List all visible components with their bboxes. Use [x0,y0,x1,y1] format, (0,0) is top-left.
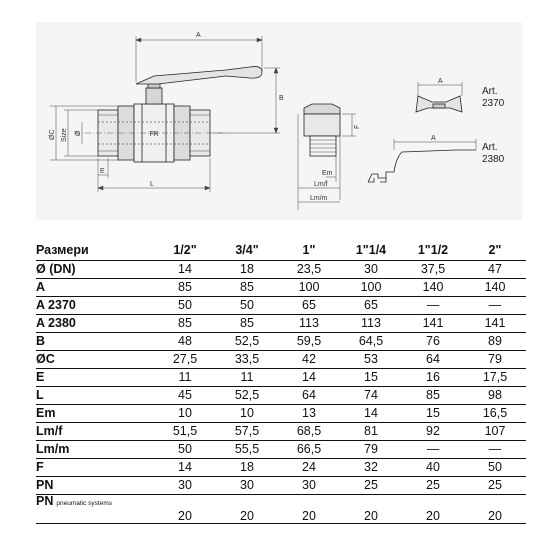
table-cell: 50 [216,296,278,314]
table-cell: 23,5 [278,260,340,278]
table-cell: 14 [154,458,216,476]
table-cell: 20 [216,494,278,523]
table-cell: 11 [154,368,216,386]
table-cell: 30 [340,260,402,278]
row-label [36,332,154,350]
table-cell: 40 [402,458,464,476]
label-Lmf: Lm/f [314,181,328,188]
table-cell: 16 [402,368,464,386]
row-label-text: A 2370 [36,297,76,312]
row-label-text: E [36,369,45,384]
row-label-note: pneumatic systems [56,499,113,507]
table-cell: 25 [402,476,464,494]
table-cell: 51,5 [154,422,216,440]
header-size: 1/2" [154,241,216,260]
table-cell: 53 [340,350,402,368]
table-cell: 13 [278,404,340,422]
table-row [36,458,526,476]
art-2370-line1: Art. [482,86,498,97]
table-cell: 20 [464,494,526,523]
row-label-text: Lm/f [36,423,63,438]
table-cell: 14 [340,404,402,422]
row-label [36,260,154,278]
label-E: E [100,168,105,175]
table-cell: 14 [154,260,216,278]
table-cell: 55,5 [216,440,278,458]
row-label [36,314,154,332]
table-cell: 20 [402,494,464,523]
table-cell: 30 [216,476,278,494]
row-label-text: F [36,459,44,474]
fitting-side-view [304,104,340,156]
table-cell: 32 [340,458,402,476]
table-row [36,278,526,296]
table-cell: 64 [402,350,464,368]
table-cell: 100 [340,278,402,296]
table-cell: 107 [464,422,526,440]
table-cell: 113 [340,314,402,332]
table-cell: 10 [154,404,216,422]
header-size: 2" [464,241,526,260]
table-row [36,386,526,404]
table-cell: 52,5 [216,332,278,350]
table-cell: 15 [340,368,402,386]
row-label-text: PN [36,477,54,492]
label-C: ØC [49,129,56,140]
label-L: L [150,181,154,188]
table-cell: 79 [340,440,402,458]
row-label-text: A [36,279,46,294]
row-label-text: L [36,387,44,402]
table-cell: 42 [278,350,340,368]
svg-text:FR: FR [149,131,159,138]
label-Lmm: Lm/m [310,195,328,202]
table-cell: 113 [278,314,340,332]
table-cell: 27,5 [154,350,216,368]
dimensions-table [36,241,526,524]
table-cell: 79 [464,350,526,368]
row-label [36,368,154,386]
table-cell: 141 [402,314,464,332]
header-size: 1"1/2 [402,241,464,260]
butterfly-handle-2370 [416,96,462,112]
table-cell: 15 [402,404,464,422]
row-label [36,494,154,523]
art-2370-line2: 2370 [482,98,505,109]
row-label [36,278,154,296]
table-cell: 33,5 [216,350,278,368]
valve-drawing-svg [36,22,522,220]
label-A-2380: A [431,135,436,142]
label-F: F [354,124,361,129]
table-cell: 10 [216,404,278,422]
table-cell: 100 [278,278,340,296]
table-row [36,296,526,314]
table-cell: 92 [402,422,464,440]
table-cell: 85 [216,278,278,296]
lever-handle-2380 [368,150,476,182]
header-size: 1"1/4 [340,241,402,260]
art-2380-line1: Art. [482,142,498,153]
table-cell: 50 [154,296,216,314]
header-size: 1" [278,241,340,260]
table-row [36,350,526,368]
table-cell: 140 [402,278,464,296]
row-label-text: ØC [36,351,55,366]
header-label: Размери [36,241,154,260]
table-cell: 98 [464,386,526,404]
table-cell: 85 [154,278,216,296]
table-row [36,368,526,386]
table-cell: — [402,440,464,458]
row-label-text: A 2380 [36,315,76,330]
table-row [36,494,526,523]
table-cell: 65 [340,296,402,314]
table-cell: 18 [216,458,278,476]
table-cell: 48 [154,332,216,350]
table-cell: 85 [154,314,216,332]
table-row [36,404,526,422]
table-cell: 37,5 [402,260,464,278]
header-size: 3/4" [216,241,278,260]
table-cell: 20 [278,494,340,523]
row-label [36,476,154,494]
table-cell: 30 [278,476,340,494]
table-cell: 11 [216,368,278,386]
row-label [36,422,154,440]
table-cell: 76 [402,332,464,350]
table-cell: 64 [278,386,340,404]
table-cell: 59,5 [278,332,340,350]
label-A-2370: A [438,78,443,85]
table-cell: — [464,440,526,458]
table-cell: 45 [154,386,216,404]
row-label-text: B [36,333,46,348]
table-row [36,332,526,350]
row-label [36,440,154,458]
row-label-text: Ø (DN) [36,261,76,276]
table-cell: 24 [278,458,340,476]
technical-drawing [36,22,522,220]
table-cell: 47 [464,260,526,278]
table-cell: 25 [340,476,402,494]
table-cell: 65 [278,296,340,314]
row-label [36,296,154,314]
row-label [36,386,154,404]
table-cell: 141 [464,314,526,332]
table-cell: 30 [154,476,216,494]
row-label-text: Em [36,405,56,420]
table-cell: 85 [402,386,464,404]
table-row [36,440,526,458]
table-header-row [36,241,526,260]
table-cell: 20 [340,494,402,523]
label-d: Ø [75,130,82,136]
row-label [36,350,154,368]
table-cell: 17,5 [464,368,526,386]
table-cell: 68,5 [278,422,340,440]
table-cell: — [464,296,526,314]
label-Em: Em [322,170,333,177]
dimension-bottom [98,158,210,192]
table-cell: 89 [464,332,526,350]
table-cell: 18 [216,260,278,278]
table-cell: 25 [464,476,526,494]
table-cell: 14 [278,368,340,386]
table-cell: 64,5 [340,332,402,350]
table-cell: 50 [464,458,526,476]
table-row [36,314,526,332]
table-cell: — [402,296,464,314]
table-cell: 57,5 [216,422,278,440]
art-2380-line2: 2380 [482,154,505,165]
table-cell: 74 [340,386,402,404]
table-row [36,260,526,278]
table-cell: 140 [464,278,526,296]
label-size: Size [61,128,68,142]
row-label-text: Lm/m [36,441,70,456]
row-label [36,458,154,476]
table-cell: 16,5 [464,404,526,422]
ball-valve-side-view [98,67,262,162]
table-cell: 52,5 [216,386,278,404]
table-cell: 85 [216,314,278,332]
table-cell: 20 [154,494,216,523]
row-label-text: PN [36,493,54,508]
table-row [36,422,526,440]
label-A: A [196,32,201,39]
table-cell: 66,5 [278,440,340,458]
table-cell: 50 [154,440,216,458]
table-cell: 81 [340,422,402,440]
row-label [36,404,154,422]
table-row [36,476,526,494]
label-B: B [279,95,284,102]
